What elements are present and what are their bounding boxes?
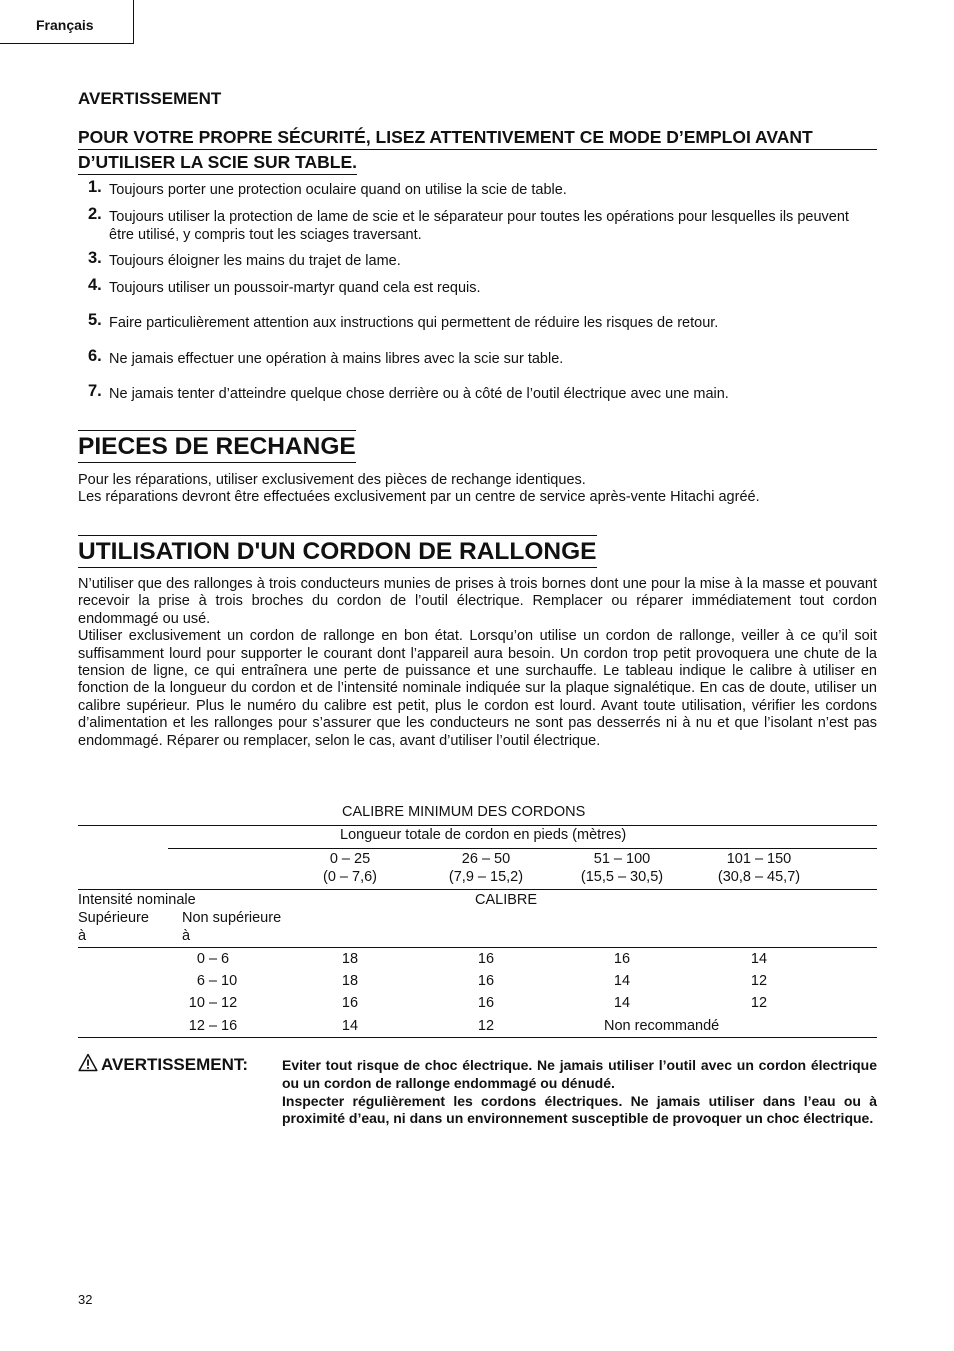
- warning-text1: Eviter tout risque de choc électrique. Ne jamais utiliser l’outil avec un cordon électrique ou un cordon de rallonge endommagé ou dénudé.: [282, 1057, 877, 1091]
- page-number: 32: [78, 1292, 93, 1307]
- table-rule: [168, 848, 877, 849]
- extension-para1: N’utiliser que des rallonges à trois conducteurs munies de prises à trois bornes dont une pour la mise à la masse et pouvant recevoir la prise à trois broches du cordon de l’outil électrique. Remplacer ou réparer immédiatement tout cordon endommagé ou usé.: [78, 576, 877, 627]
- safety-item: [78, 347, 877, 368]
- column-header: [562, 850, 682, 886]
- rating-label: Intensité nominale: [78, 892, 196, 908]
- amps-cell: 12 – 16: [188, 1018, 238, 1034]
- length-header: Longueur totale de cordon en pieds (mètres): [340, 827, 627, 843]
- table-rule: [78, 1037, 877, 1038]
- not-greater-label-line1: Non supérieure: [182, 910, 282, 926]
- column-meters: (0 – 7,6): [323, 869, 377, 885]
- column-header: [426, 850, 546, 886]
- not-greater-label: [182, 909, 281, 945]
- gauge-cell: 16: [341, 995, 359, 1011]
- item-number: 6.: [88, 347, 102, 365]
- item-text: Toujours éloigner les mains du trajet de lame.: [109, 253, 401, 269]
- language-label: Français: [36, 17, 94, 33]
- item-number: 2.: [88, 205, 102, 223]
- warning-label: [78, 1053, 248, 1077]
- safety-title: [78, 125, 877, 175]
- safety-item: [78, 178, 877, 199]
- safety-item: [78, 311, 877, 332]
- extension-title: UTILISATION D'UN CORDON DE RALLONGE: [78, 535, 597, 568]
- column-header: [699, 850, 819, 886]
- greater-label-line2: à: [78, 928, 87, 944]
- warning-text2: Inspecter régulièrement les cordons électriques. Ne jamais utiliser dans l’eau ou à proximité d’eau, ni dans un environnement susceptible de provoquer un choc électrique.: [282, 1092, 877, 1127]
- warning-heading: AVERTISSEMENT: [78, 89, 222, 108]
- extension-text: [78, 576, 877, 750]
- gauge-cell: 16: [477, 973, 495, 989]
- item-text: Faire particulièrement attention aux instructions qui permettent de réduire les risques de retour.: [109, 315, 719, 331]
- item-text: Toujours porter une protection oculaire quand on utilise la scie de table.: [109, 182, 567, 198]
- column-header: [300, 850, 400, 886]
- item-text: Toujours utiliser un poussoir-martyr quand cela est requis.: [109, 280, 481, 296]
- item-number: 1.: [88, 178, 102, 196]
- gauge-cell: 16: [613, 951, 631, 967]
- item-text: Toujours utiliser la protection de lame de scie et le séparateur pour toutes les opérations pour lesquelles ils peuvent être utilisé, y compris tout les sciages traversant.: [109, 209, 849, 243]
- item-number: 3.: [88, 249, 102, 267]
- gauge-cell: 14: [341, 1018, 359, 1034]
- safety-item: [78, 382, 877, 403]
- safety-item: [78, 249, 877, 270]
- gauge-cell: 16: [477, 995, 495, 1011]
- item-number: 7.: [88, 382, 102, 400]
- column-feet: 101 – 150: [726, 851, 792, 867]
- warning-text: [282, 1057, 877, 1128]
- parts-line1: Pour les réparations, utiliser exclusivement des pièces de rechange identiques.: [78, 472, 586, 488]
- extension-para2: Utiliser exclusivement un cordon de rallonge en bon état. Lorsqu’on utilise un cordon de rallonge, veiller à ce qu’il soit suffisamment lourd pour supporter le courant dont l’appareil aura besoin. Un cordon trop petit provoquera une chute de la tension de ligne, ce qui entraînera une perte de puissance et une surchauffe. Le tableau indique le calibre à utiliser en fonction de la longueur du cordon et de l’intensité nominale indiquée sur la plaque signalétique. En cas de doute, utiliser un calibre supérieur. Plus le numéro du calibre est petit, plus le cordon est lourd. Avant toute utilisation, vérifier les cordons d’alimentation et les rallonges pour s’assurer que les conducteurs ne sont pas desserrés ni à nu et que l’isolant n’est pas endommagé. Réparer ou remplacer, selon le cas, avant d’utiliser l’outil électrique.: [78, 628, 877, 749]
- parts-title: PIECES DE RECHANGE: [78, 430, 356, 463]
- safety-title-line2: D’UTILISER LA SCIE SUR TABLE.: [78, 150, 357, 175]
- language-tab: [0, 0, 134, 44]
- table-rule: [78, 889, 877, 890]
- gauge-cell: 12: [750, 973, 768, 989]
- not-greater-label-line2: à: [182, 928, 191, 944]
- column-meters: (15,5 – 30,5): [580, 869, 664, 885]
- not-recommended-cell: Non recommandé: [604, 1018, 720, 1034]
- greater-label-line1: Supérieure: [78, 910, 149, 926]
- amps-cell: 6 – 10: [196, 973, 238, 989]
- warning-triangle-icon: [78, 1053, 98, 1077]
- safety-title-line1: POUR VOTRE PROPRE SÉCURITÉ, LISEZ ATTENTIVEMENT CE MODE D’EMPLOI AVANT: [78, 125, 877, 150]
- gauge-cell: 14: [613, 995, 631, 1011]
- gauge-cell: 18: [341, 951, 359, 967]
- table-rule: [78, 947, 877, 948]
- table-title-text: CALIBRE MINIMUM DES CORDONS: [342, 804, 586, 820]
- item-number: 4.: [88, 276, 102, 294]
- column-feet: 0 – 25: [329, 851, 371, 867]
- warning-label-text: AVERTISSEMENT:: [101, 1055, 249, 1074]
- gauge-cell: 12: [750, 995, 768, 1011]
- gauge-cell: 18: [341, 973, 359, 989]
- item-text: Ne jamais tenter d’atteindre quelque chose derrière ou à côté de l’outil électrique avec une main.: [109, 386, 729, 402]
- amps-cell: 10 – 12: [188, 995, 238, 1011]
- column-meters: (7,9 – 15,2): [448, 869, 524, 885]
- gauge-cell: 12: [477, 1018, 495, 1034]
- column-feet: 51 – 100: [593, 851, 651, 867]
- column-meters: (30,8 – 45,7): [717, 869, 801, 885]
- item-number: 5.: [88, 311, 102, 329]
- column-feet: 26 – 50: [461, 851, 511, 867]
- gauge-cell: 14: [613, 973, 631, 989]
- amps-cell: 0 – 6: [196, 951, 230, 967]
- safety-item: [78, 205, 877, 244]
- parts-text: [78, 472, 877, 507]
- gauge-cell: 14: [750, 951, 768, 967]
- parts-line2: Les réparations devront être effectuées exclusivement par un centre de service après-vente Hitachi agréé.: [78, 489, 760, 506]
- item-text: Ne jamais effectuer une opération à mains libres avec la scie sur table.: [109, 351, 564, 367]
- gauge-label: CALIBRE: [475, 892, 538, 908]
- gauge-cell: 16: [477, 951, 495, 967]
- greater-label: [78, 909, 149, 945]
- safety-item: [78, 276, 877, 297]
